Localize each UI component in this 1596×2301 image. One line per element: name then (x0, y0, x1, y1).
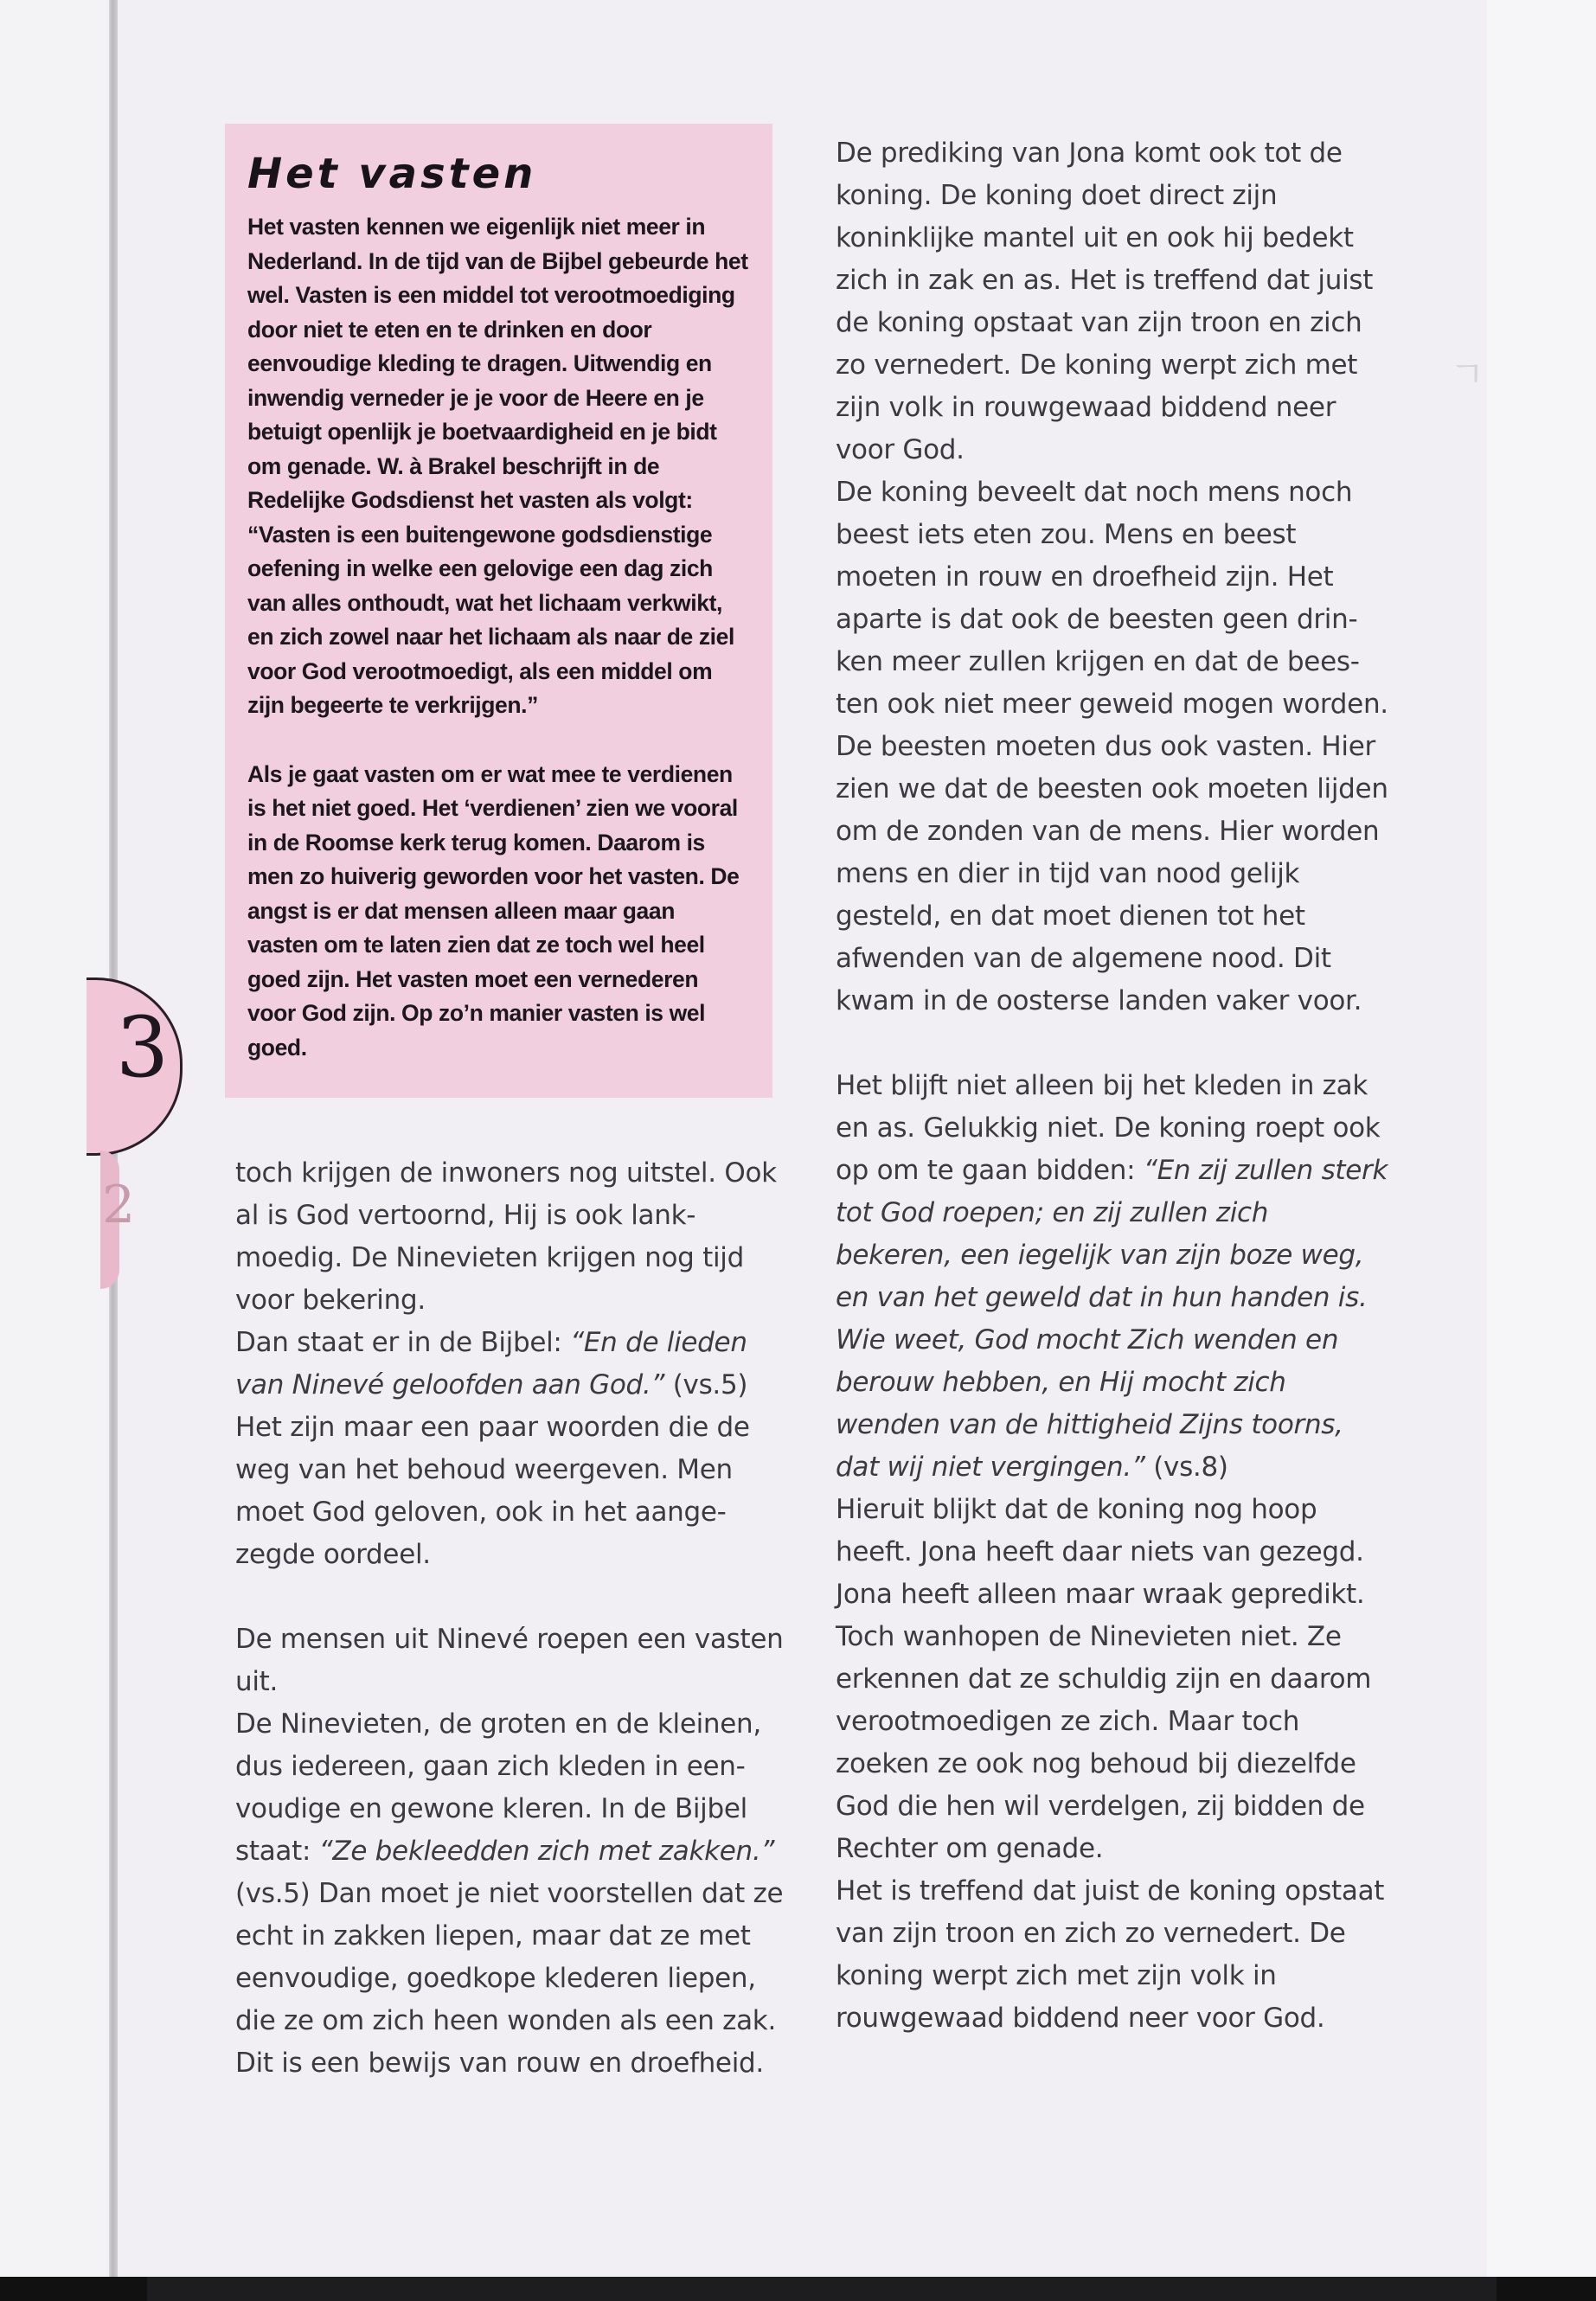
sidebar-body (247, 210, 749, 1065)
sidebar-paragraph: Het vasten kennen we eigenlijk niet meer in Nederland. In de tijd van de Bijbel gebeurde het wel. Vasten is een middel tot verootmoediging door niet te eten en te drinken en door eenvoudige kleding te dragen. Uitwendig en inwendig verneder je je voor de Heere en je betuigt openlijk je boetvaardigheid en je bidt om genade. W. à Brakel beschrijft in de Redelijke Godsdienst het vasten als volgt: “Vasten is een buitengewone godsdienstige oefening in welke een gelovige een dag zich van alles onthoudt, wat het lichaam verkwikt, en zich zowel naar het lichaam als naar de ziel voor God verootmoedigt, als een middel om zijn begeerte te verkrijgen.” (247, 214, 748, 718)
bible-quote: “En de lieden van Ninevé geloofden aan God.” (235, 1327, 747, 1400)
text-run: (vs.5) Het zijn maar een paar woorden die de weg van het behoud weergeven. Men moet God geloven, ook in het aangezegde oordeel. (235, 1369, 750, 1570)
right-paragraph-2: De koning beveelt dat noch mens noch beest iets eten zou. Mens en beest moeten in rouw en droefheid zijn. Het aparte is dat ook de beesten geen drinken meer zullen krijgen en dat de beesten ook niet meer geweid mogen worden. De beesten moeten dus ook vasten. Hier zien we dat de beesten ook moeten lijden om de zonden van de mens. Hier worden mens en dier in tijd van nood gelijk gesteld, en dat moet dienen tot het afwenden van de algemene nood. Dit kwam in de oosterse landen vaker voor. (836, 477, 1388, 1016)
sidebar-box (225, 124, 772, 1098)
scan-background-right (1487, 0, 1596, 2301)
left-paragraph-4 (235, 1703, 789, 2085)
left-column (235, 1152, 789, 2085)
paragraph-gap (235, 1576, 789, 1618)
text-run: De Ninevieten, de groten en de kleinen, dus iedereen, gaan zich kleden in eenvoudige en gewone kleren. In de Bijbel staat: (235, 1708, 761, 1867)
chapter-number: 3 (116, 999, 170, 1096)
text-run: Dan staat er in de Bijbel: (235, 1327, 571, 1358)
left-paragraph-3: De mensen uit Ninevé roepen een vasten uit. (235, 1624, 784, 1697)
left-paragraph-2 (235, 1322, 789, 1576)
chapter-number-ghost: 2 (102, 1175, 136, 1235)
text-run: (vs.5) Dan moet je niet voorstellen dat ze echt in zakken liepen, maar dat ze met eenvoudige, goedkope klederen liepen, die ze om zich heen wonden als een zak. Dit is een bewijs van rouw en droefheid. (235, 1878, 784, 2079)
text-run: (vs.8) (1144, 1452, 1228, 1483)
sidebar-paragraph: Als je gaat vasten om er wat mee te verdienen is het niet goed. Het ‘verdienen’ zien we vooral in de Roomse kerk terug komen. Daarom is men zo huiverig geworden voor het vasten. De angst is er dat mensen alleen maar gaan vasten om te laten zien dat ze toch wel heel goed zijn. Het vasten moet een vernederen voor God zijn. Op zo’n manier vasten is wel goed. (247, 760, 740, 1061)
bible-quote: “En zij zullen sterk tot God roepen; en zij zullen zich bekeren, een iegelijk van zijn boze weg, en van het geweld dat in hun handen is. Wie weet, God mocht Zich wenden en berouw hebben, en Hij mocht zich wenden van de hittigheid Zijns toorns, dat wij niet vergingen.” (836, 1155, 1388, 1483)
right-paragraph-5: Het is treffend dat juist de koning opstaat van zijn troon en zich zo vernedert. De koning werpt zich met zijn volk in rouwgewaad biddend neer voor God. (836, 1875, 1385, 2034)
bible-quote: “Ze bekleedden zich met zakken.” (318, 1836, 775, 1867)
sidebar-title: Het vasten (247, 150, 537, 198)
right-paragraph-1: De prediking van Jona komt ook tot de koning. De koning doet direct zijn koninklijke mantel uit en ook hij bedekt zich in zak en as. Het is treffend dat juist de koning opstaat van zijn troon en zich zo vernedert. De koning werpt zich met zijn volk in rouwgewaad biddend neer voor God. (836, 138, 1374, 465)
right-column (836, 132, 1389, 2040)
chapter-tab-lower (100, 1150, 136, 1289)
margin-mark: ㄱ (1450, 353, 1485, 395)
right-paragraph-3 (836, 1065, 1389, 1489)
paragraph-gap (836, 1022, 1389, 1065)
scan-bottom-edge (0, 2277, 1596, 2301)
scan-bottom-inner (147, 2277, 1497, 2301)
text-run: Het blijft niet alleen bij het kleden in zak en as. Gelukkig niet. De koning roept ook op om te gaan bidden: (836, 1070, 1381, 1186)
right-paragraph-4: Hieruit blijkt dat de koning nog hoop heeft. Jona heeft daar niets van gezegd. Jona heeft alleen maar wraak gepredikt. Toch wanhopen de Ninevieten niet. Ze erkennen dat ze schuldig zijn en daarom verootmoedigen ze zich. Maar toch zoeken ze ook nog behoud bij diezelfde God die hen wil verdelgen, zij bidden de Rechter om genade. (836, 1494, 1372, 1864)
left-paragraph-1: toch krijgen de inwoners nog uitstel. Ook al is God vertoornd, Hij is ook lankmoedig. De Ninevieten krijgen nog tijd voor bekering. (235, 1157, 777, 1316)
